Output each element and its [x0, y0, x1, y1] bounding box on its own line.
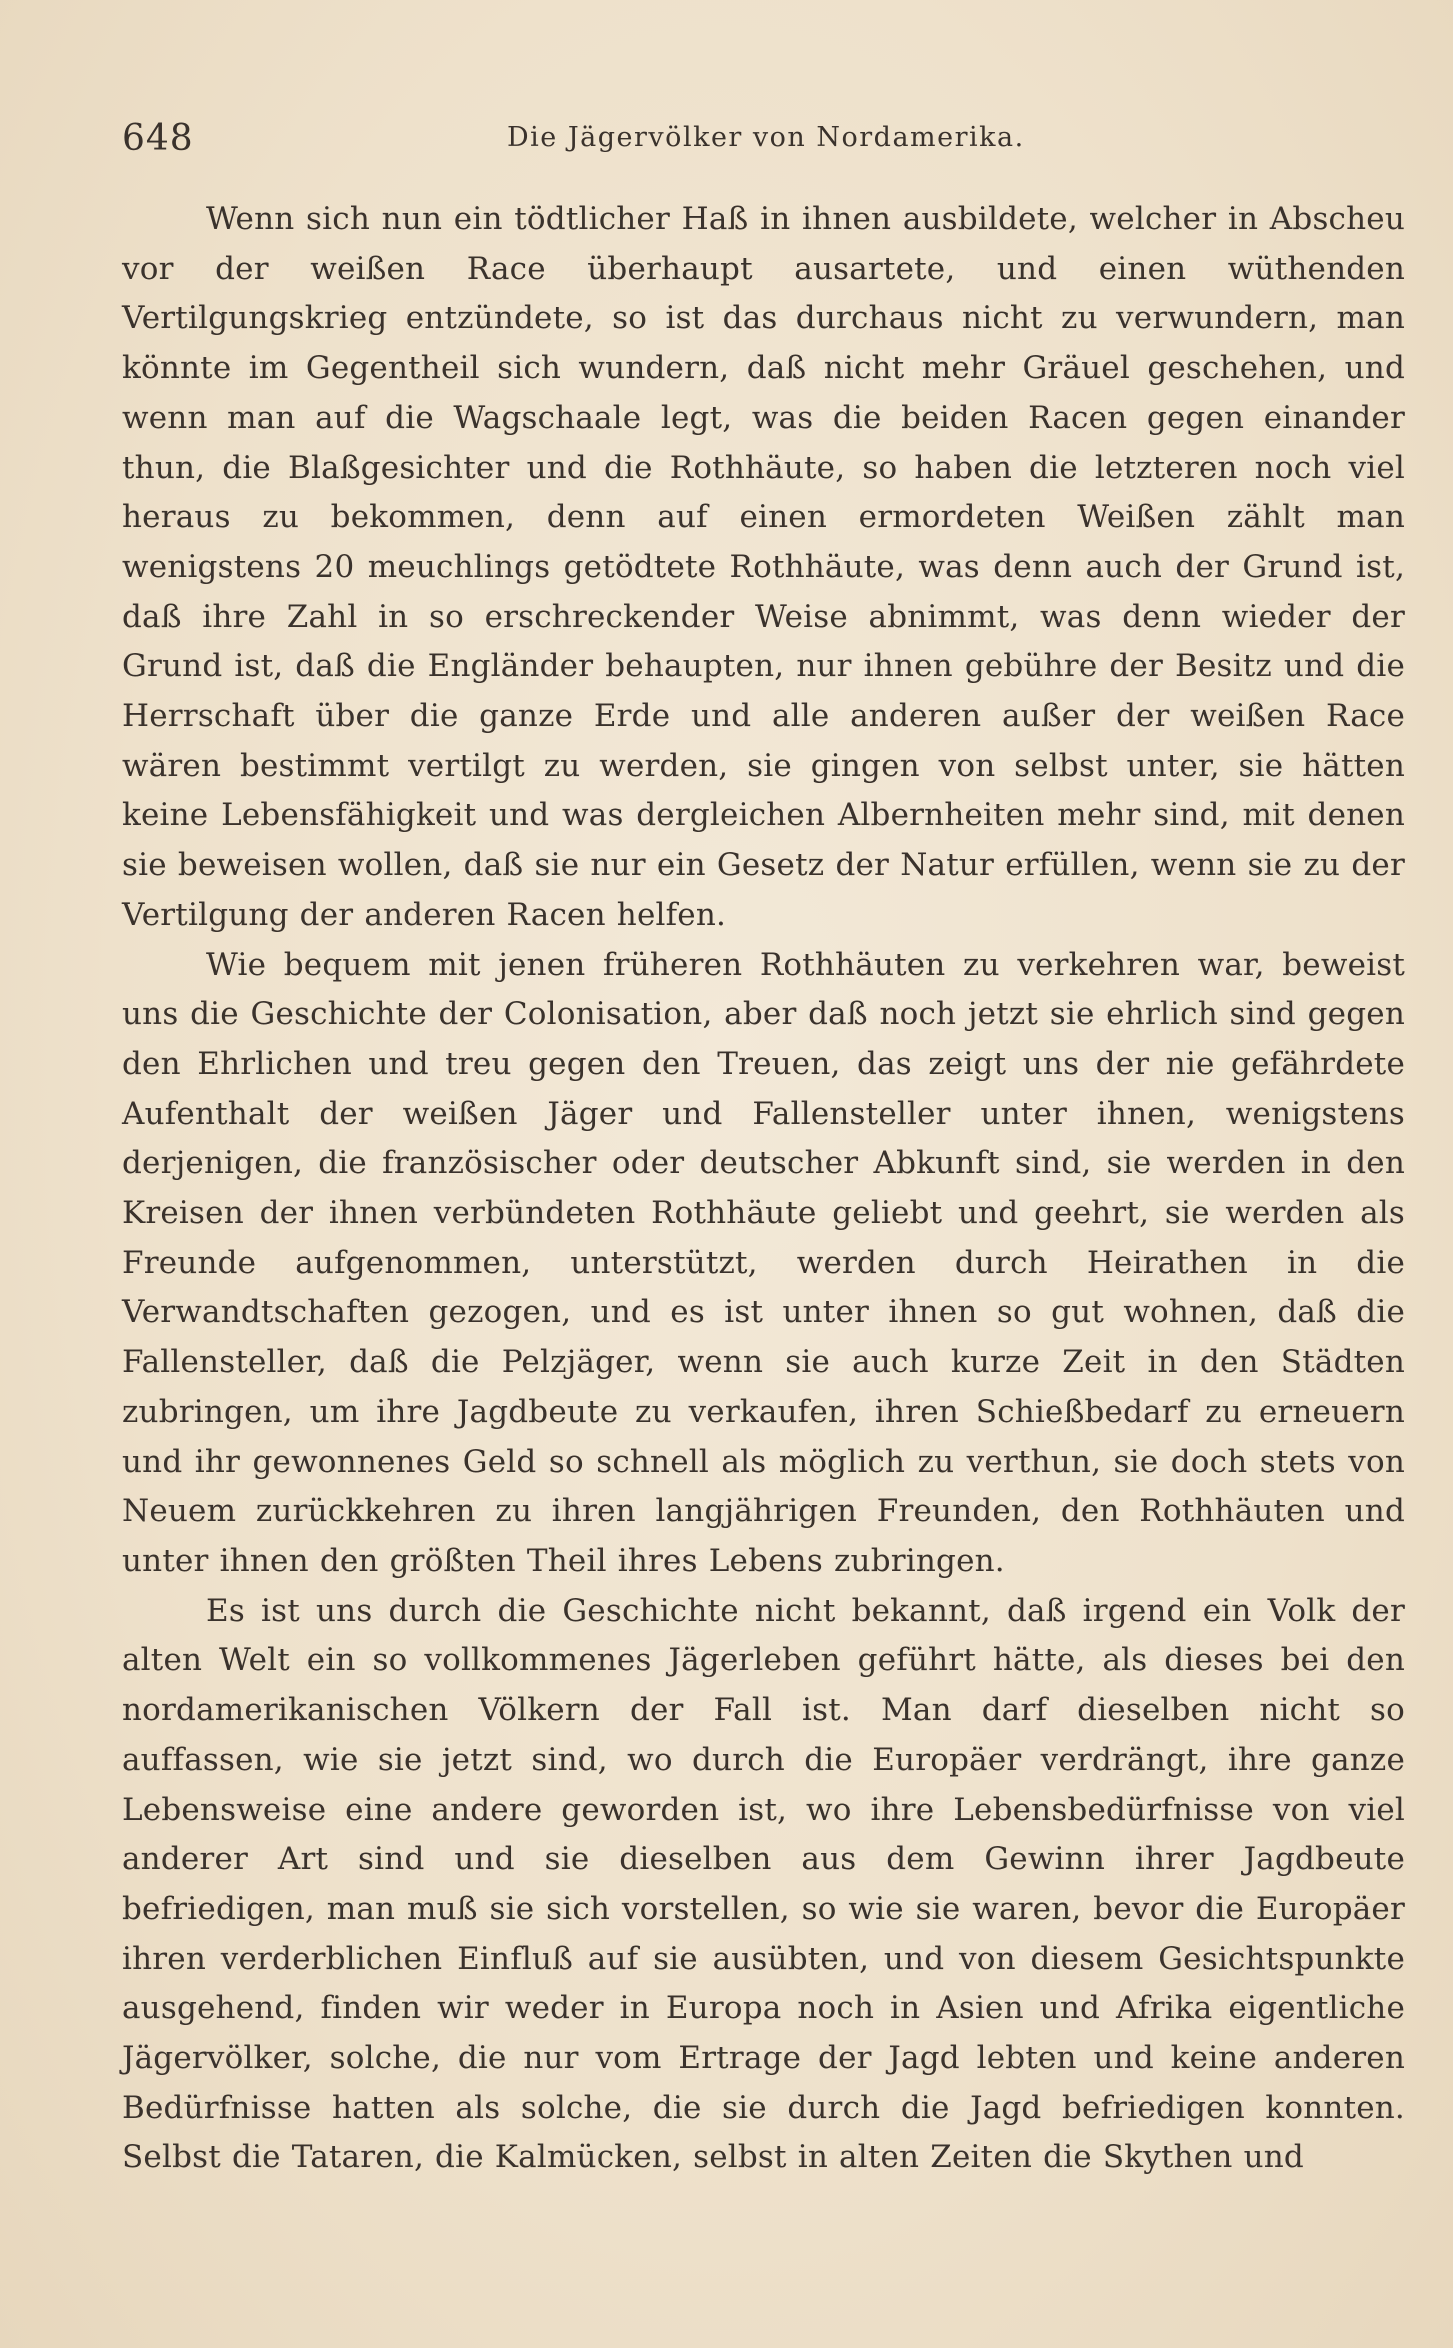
page-header	[122, 118, 1410, 168]
page-number: 648	[122, 118, 194, 159]
running-title: Die Jägervölker von Nordamerika.	[507, 122, 1025, 153]
body-text	[122, 195, 1405, 2183]
paragraph: Wie bequem mit jenen früheren Rothhäuten zu verkehren war, beweist uns die Geschichte der Colonisation, aber daß noch jetzt sie ehrlich sind gegen den Ehrlichen und treu gegen den Treuen, das zeigt uns der nie gefährdete Aufenthalt der weißen Jäger und Fallensteller unter ihnen, wenigstens derjenigen, die französischer oder deutscher Abkunft sind, sie werden in den Kreisen der ihnen verbündeten Rothhäute geliebt und geehrt, sie werden als Freunde aufgenommen, unterstützt, werden durch Heirathen in die Verwandtschaften gezogen, und es ist unter ihnen so gut wohnen, daß die Fallensteller, daß die Pelzjäger, wenn sie auch kurze Zeit in den Städten zubringen, um ihre Jagdbeute zu verkaufen, ihren Schießbedarf zu erneuern und ihr gewonnenes Geld so schnell als möglich zu verthun, sie doch stets von Neuem zurückkehren zu ihren langjährigen Freunden, den Rothhäuten und unter ihnen den größten Theil ihres Lebens zubringen.	[122, 946, 1405, 1579]
paragraph: Wenn sich nun ein tödtlicher Haß in ihnen ausbildete, welcher in Abscheu vor der weißen Race überhaupt ausartete, und einen wüthenden Vertilgungskrieg entzündete, so ist das durchaus nicht zu verwundern, man könnte im Gegentheil sich wundern, daß nicht mehr Gräuel geschehen, und wenn man auf die Wagschaale legt, was die beiden Racen gegen einander thun, die Blaßgesichter und die Rothhäute, so haben die letzteren noch viel heraus zu bekommen, denn auf einen ermordeten Weißen zählt man wenigstens 20 meuchlings getödtete Rothhäute, was denn auch der Grund ist, daß ihre Zahl in so erschreckender Weise abnimmt, was denn wieder der Grund ist, daß die Engländer behaupten, nur ihnen gebühre der Besitz und die Herrschaft über die ganze Erde und alle anderen außer der weißen Race wären bestimmt vertilgt zu werden, sie gingen von selbst unter, sie hätten keine Lebensfähigkeit und was dergleichen Albernheiten mehr sind, mit denen sie beweisen wollen, daß sie nur ein Gesetz der Natur erfüllen, wenn sie zu der Vertilgung der anderen Racen helfen.	[122, 201, 1405, 933]
paragraph: Es ist uns durch die Geschichte nicht bekannt, daß irgend ein Volk der alten Welt ein so vollkommenes Jägerleben geführt hätte, als dieses bei den nordamerikanischen Völkern der Fall ist. Man darf dieselben nicht so auffassen, wie sie jetzt sind, wo durch die Europäer verdrängt, ihre ganze Lebensweise eine andere geworden ist, wo ihre Lebensbedürfnisse von viel anderer Art sind und sie dieselben aus dem Gewinn ihrer Jagdbeute befriedigen, man muß sie sich vorstellen, so wie sie waren, bevor die Europäer ihren verderblichen Einfluß auf sie ausübten, und von diesem Gesichtspunkte ausgehend, finden wir weder in Europa noch in Asien und Afrika eigentliche Jägervölker, solche, die nur vom Ertrage der Jagd lebten und keine anderen Bedürfnisse hatten als solche, die sie durch die Jagd befriedigen konnten. Selbst die Tataren, die Kalmücken, selbst in alten Zeiten die Skythen und	[122, 1592, 1405, 2176]
